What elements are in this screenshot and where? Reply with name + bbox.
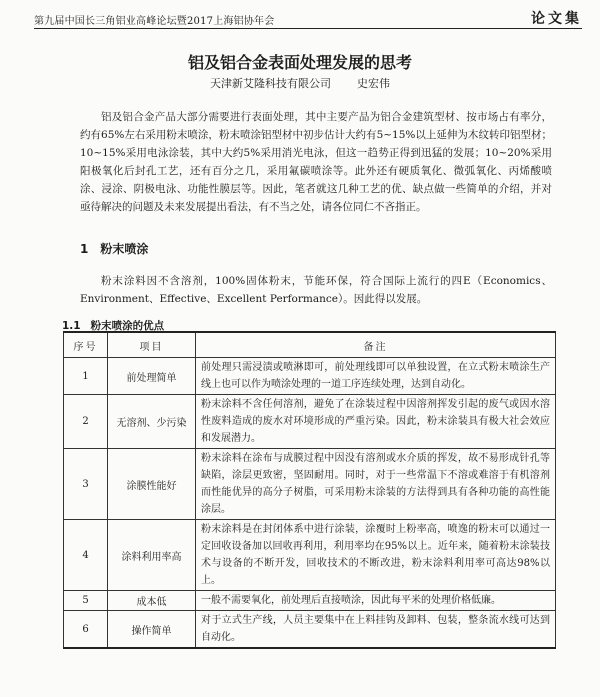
subsection-number: 1.1 (62, 320, 81, 332)
table-row (64, 611, 556, 649)
affiliation: 天津新艾隆科技有限公司 (210, 77, 331, 90)
row-item: 涂料利用率高 (108, 520, 196, 591)
header-item: 项目 (108, 332, 196, 358)
row-no: 6 (64, 611, 108, 649)
section-number: 1 (80, 242, 89, 256)
section-heading (80, 240, 148, 257)
row-no: 1 (64, 358, 108, 395)
row-note: 前处理只需浸渍或喷淋即可，前处理线即可以单独设置，在立式粉末喷涂生产线上也可以作为喷涂处理的一道工序连续处理，达到自动化。 (196, 358, 556, 395)
header-no: 序号 (64, 332, 108, 358)
row-item: 无溶剂、少污染 (108, 395, 196, 449)
row-no: 2 (64, 395, 108, 449)
running-header (34, 10, 582, 29)
row-note: 一般不需要氧化，前处理后直接喷涂，因此每平米的处理价格低廉。 (196, 591, 556, 611)
paper-title: 铝及铝合金表面处理发展的思考 (187, 53, 412, 72)
row-item: 涂膜性能好 (108, 449, 196, 520)
row-note: 粉末涂料是在封闭体系中进行涂装，涂覆时上粉率高，喷逸的粉末可以通过一定回收设备加以回收再利用，利用率均在95%以上。近年来，随着粉末涂装技术与设备的不断开发，回收技术的不断改进，粉末涂料利用率可高达98%以上。 (196, 520, 556, 591)
table-row (64, 520, 556, 591)
row-note: 粉末涂料不含任何溶剂，避免了在涂装过程中因溶剂挥发引起的废气或因水溶性废料造成的废水对环境形成的严重污染。因此，粉末涂装具有极大社会效应和发展潜力。 (196, 395, 556, 449)
table-row (64, 395, 556, 449)
section-intro-paragraph: 粉末涂料因不含溶剂，100%固体粉末，节能环保，符合国际上流行的四E（Economics、Environment、Effective、Excellent Performance）。因此得以发展。 (80, 275, 552, 305)
author: 史宏伟 (357, 77, 390, 90)
byline (0, 75, 600, 91)
abstract-paragraph: 铝及铝合金产品大部分需要进行表面处理，其中主要产品为铝合金建筑型材、按市场占有率分，约有65%左右采用粉末喷涂，粉末喷涂铝型材中初步估计大约有5~15%以上延伸为木纹转印铝型材；10~15%采用电泳涂装，其中大约5%采用消光电泳，但这一趋势正得到迅猛的发展；10~20%采用阳极氧化后封孔工艺，还有百分之几，采用氟碳喷涂等。此外还有硬质氧化、微弧氧化、丙烯酸喷涂、浸涂、阴极电泳、功能性膜层等。因此，笔者就这几种工艺的优、缺点做一些简单的介绍，并对亟待解决的问题及未来发展提出看法，有不当之处，请各位同仁不吝指正。 (80, 111, 552, 213)
running-header-mark: 论文集 (531, 11, 582, 27)
row-note: 对于立式生产线，人员主要集中在上料挂钩及卸料、包装，整条流水线可达到自动化。 (196, 611, 556, 649)
table-row (64, 449, 556, 520)
advantages-table (63, 331, 556, 649)
row-item: 前处理简单 (108, 358, 196, 395)
table-row (64, 358, 556, 395)
row-item: 操作简单 (108, 611, 196, 649)
row-no: 4 (64, 520, 108, 591)
row-no: 3 (64, 449, 108, 520)
row-note: 粉末涂料在涂布与成膜过程中因没有溶剂或水介质的挥发，故不易形成针孔等缺陷，涂层更致密，坚固耐用。同时，对于一些常温下不溶或难溶于有机溶剂而性能优异的高分子树脂，可采用粉末涂装的方法得到具有各种功能的高性能涂层。 (196, 449, 556, 520)
section-title: 粉末喷涂 (100, 242, 149, 256)
header-note: 备注 (196, 332, 556, 358)
table-header-row (64, 332, 556, 358)
running-header-text: 第九届中国长三角铝业高峰论坛暨2017上海铝协年会 (34, 16, 275, 27)
row-item: 成本低 (108, 591, 196, 611)
row-no: 5 (64, 591, 108, 611)
table-row (64, 591, 556, 611)
subsection-title: 粉末喷涂的优点 (90, 320, 165, 332)
